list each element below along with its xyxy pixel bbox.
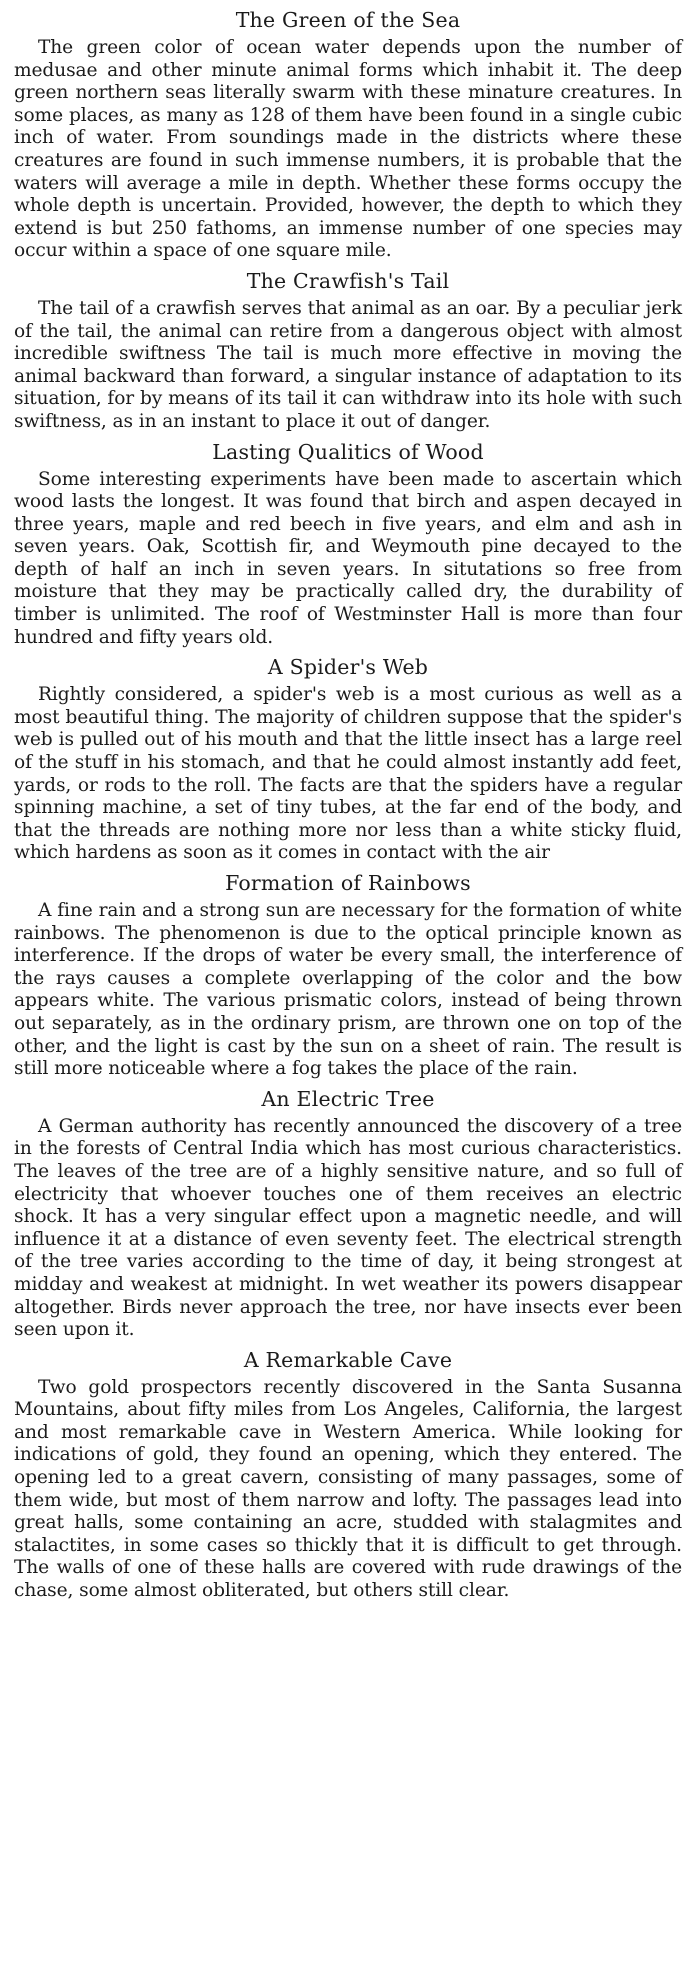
article-headline: A Remarkable Cave bbox=[243, 1347, 453, 1372]
article-body: Some interesting experiments have been made to ascertain which wood lasts the longest. It was found that birch and aspen decayed in three years, maple and red beech in five years, and elm and ash in seven years. Oak, Scottish fir, and Weymouth pine decayed to the depth of half an inch in seven years. In situtations so free from moisture that they may be practically called dry, the durability of timber is unlimited. The roof of Westminster Hall is more than four hundred and fifty years old. bbox=[14, 468, 682, 648]
article-body: A German authority has recently announced the discovery of a tree in the forests of Central India which has most curious characteristics. The leaves of the tree are of a highly sensitive nature, and so full of electricity that whoever touches one of them receives an electric shock. It has a very singular effect upon a magnetic needle, and will influence it at a distance of even seventy feet. The electrical strength of the tree varies according to the time of day, it being strongest at midday and weakest at midnight. In wet weather its powers disappear altogether. Birds never approach the tree, nor have insects ever been seen upon it. bbox=[14, 1115, 682, 1341]
article-headline: A Spider's Web bbox=[267, 655, 429, 680]
article-formation-of-rainbows bbox=[14, 871, 682, 1081]
article-green-of-the-sea bbox=[14, 8, 682, 263]
article-remarkable-cave bbox=[14, 1348, 682, 1603]
article-headline: The Crawfish's Tail bbox=[246, 268, 450, 293]
article-body: The tail of a crawfish serves that animal as an oar. By a peculiar jerk of the tail, the animal can retire from a dangerous object with almost incredible swiftness The tail is much more effective in moving the animal backward than forward, a singular instance of adaptation to its situation, for by means of its tail it can withdraw into its hole with such swiftness, as in an instant to place it out of danger. bbox=[14, 297, 682, 432]
article-crawfish-tail bbox=[14, 269, 682, 434]
article-body: A fine rain and a strong sun are necessary for the formation of white rainbows. The phenomenon is due to the optical principle known as interference. If the drops of water be every small, the interference of the rays causes a complete overlapping of the color and the bow appears white. The various prismatic colors, instead of being thrown out separately, as in the ordinary prism, are thrown one on top of the other, and the light is cast by the sun on a sheet of rain. The result is still more noticeable where a fog takes the place of the rain. bbox=[14, 900, 682, 1080]
article-electric-tree bbox=[14, 1087, 682, 1342]
article-headline: The Green of the Sea bbox=[235, 8, 461, 32]
article-spiders-web bbox=[14, 655, 682, 865]
article-headline: An Electric Tree bbox=[261, 1086, 435, 1111]
article-lasting-qualities-of-wood bbox=[14, 440, 682, 650]
article-headline: Lasting Qualitics of Wood bbox=[212, 439, 484, 464]
article-body: The green color of ocean water depends upon the number of medusae and other minute animal forms which inhabit it. The deep green northern seas literally swarm with these minature creatures. In some places, as many as 128 of them have been found in a single cubic inch of water. From soundings made in the districts where these creatures are found in such immense numbers, it is probable that the waters will average a mile in depth. Whether these forms occupy the whole depth is uncertain. Provided, however, the depth to which they extend is but 250 fathoms, an immense number of one species may occur within a space of one square mile. bbox=[14, 37, 682, 262]
article-headline: Formation of Rainbows bbox=[225, 871, 471, 895]
article-body: Two gold prospectors recently discovered in the Santa Susanna Mountains, about fifty miles from Los Angeles, California, the largest and most remarkable cave in Western America. While looking for indications of gold, they found an opening, which they entered. The opening led to a great cavern, consisting of many passages, some of them wide, but most of them narrow and lofty. The passages lead into great halls, some containing an acre, studded with stalagmites and stalactites, in some cases so thickly that it is difficult to get through. The walls of one of these halls are covered with rude drawings of the chase, some almost obliterated, but others still clear. bbox=[14, 1376, 682, 1602]
article-body: Rightly considered, a spider's web is a most curious as well as a most beautiful thing. The majority of children suppose that the spider's web is pulled out of his mouth and that the little insect has a large reel of the stuff in his stomach, and that he could almost instantly add feet, yards, or rods to the roll. The facts are that the spiders have a regular spinning machine, a set of tiny tubes, at the far end of the body, and that the threads are nothing more nor less than a white sticky fluid, which hardens as soon as it comes in contact with the air bbox=[14, 684, 682, 864]
